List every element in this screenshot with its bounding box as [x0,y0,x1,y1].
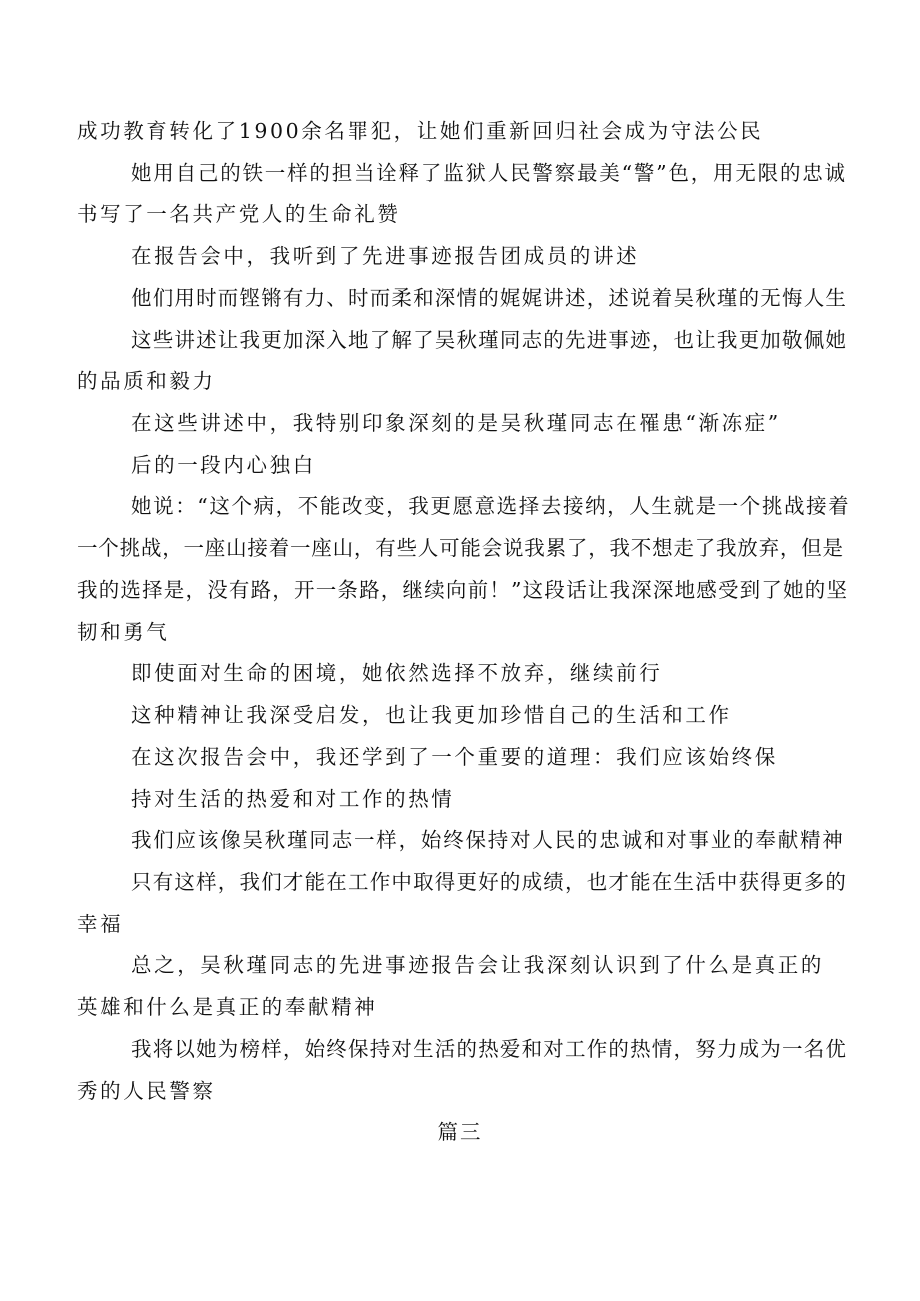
text-line-22: 英雄和什么是真正的奉献精神 [77,995,378,1019]
text-line-6: 这些讲述让我更加深入地了解了吴秋瑾同志的先进事迹，也让我更加敬佩她 [131,328,848,352]
text-line-3: 书写了一名共产党人的生命礼赞 [77,202,401,226]
text-line-18: 我们应该像吴秋瑾同志一样，始终保持对人民的忠诚和对事业的奉献精神 [131,828,845,852]
section-heading: 篇三 [437,1120,483,1144]
text-line-7: 的品质和毅力 [77,369,216,393]
text-line-8: 在这些讲述中，我特别印象深刻的是吴秋瑾同志在罹患“渐冻症” [131,411,781,435]
text-line-10: 她说：“这个病，不能改变，我更愿意选择去接纳，人生就是一个挑战接着 [131,494,851,518]
text-line-16: 在这次报告会中，我还学到了一个重要的道理：我们应该始终保 [131,745,778,769]
text-line-9: 后的一段内心独白 [131,453,316,477]
text-line-17: 持对生活的热爱和对工作的热情 [131,787,455,811]
text-line-20: 幸福 [77,912,124,936]
text-line-4: 在报告会中，我听到了先进事迹报告团成员的讲述 [131,244,640,268]
text-line-14: 即使面对生命的困境，她依然选择不放弃，继续前行 [131,661,663,685]
text-line-5: 他们用时而铿锵有力、时而柔和深情的娓娓讲述，述说着吴秋瑾的无悔人生 [131,286,848,310]
text-line-2: 她用自己的铁一样的担当诠释了监狱人民警察最美“警”色，用无限的忠诚 [131,161,847,185]
text-line-24: 秀的人民警察 [77,1079,216,1103]
text-line-11: 一个挑战，一座山接着一座山，有些人可能会说我累了，我不想走了我放弃，但是 [77,536,844,560]
text-line-21: 总之，吴秋瑾同志的先进事迹报告会让我深刻认识到了什么是真正的 [131,953,824,977]
text-line-19: 只有这样，我们才能在工作中取得更好的成绩，也才能在生活中获得更多的 [131,870,848,894]
text-line-23: 我将以她为榜样，始终保持对生活的热爱和对工作的热情，努力成为一名优 [131,1037,848,1061]
text-line-15: 这种精神让我深受启发，也让我更加珍惜自己的生活和工作 [131,703,732,727]
text-line-13: 韧和勇气 [77,620,170,644]
text-line-12: 我的选择是，没有路，开一条路，继续向前！”这段话让我深深地感受到了她的坚 [77,578,849,602]
text-line-1: 成功教育转化了1900余名罪犯，让她们重新回归社会成为守法公民 [77,119,764,143]
